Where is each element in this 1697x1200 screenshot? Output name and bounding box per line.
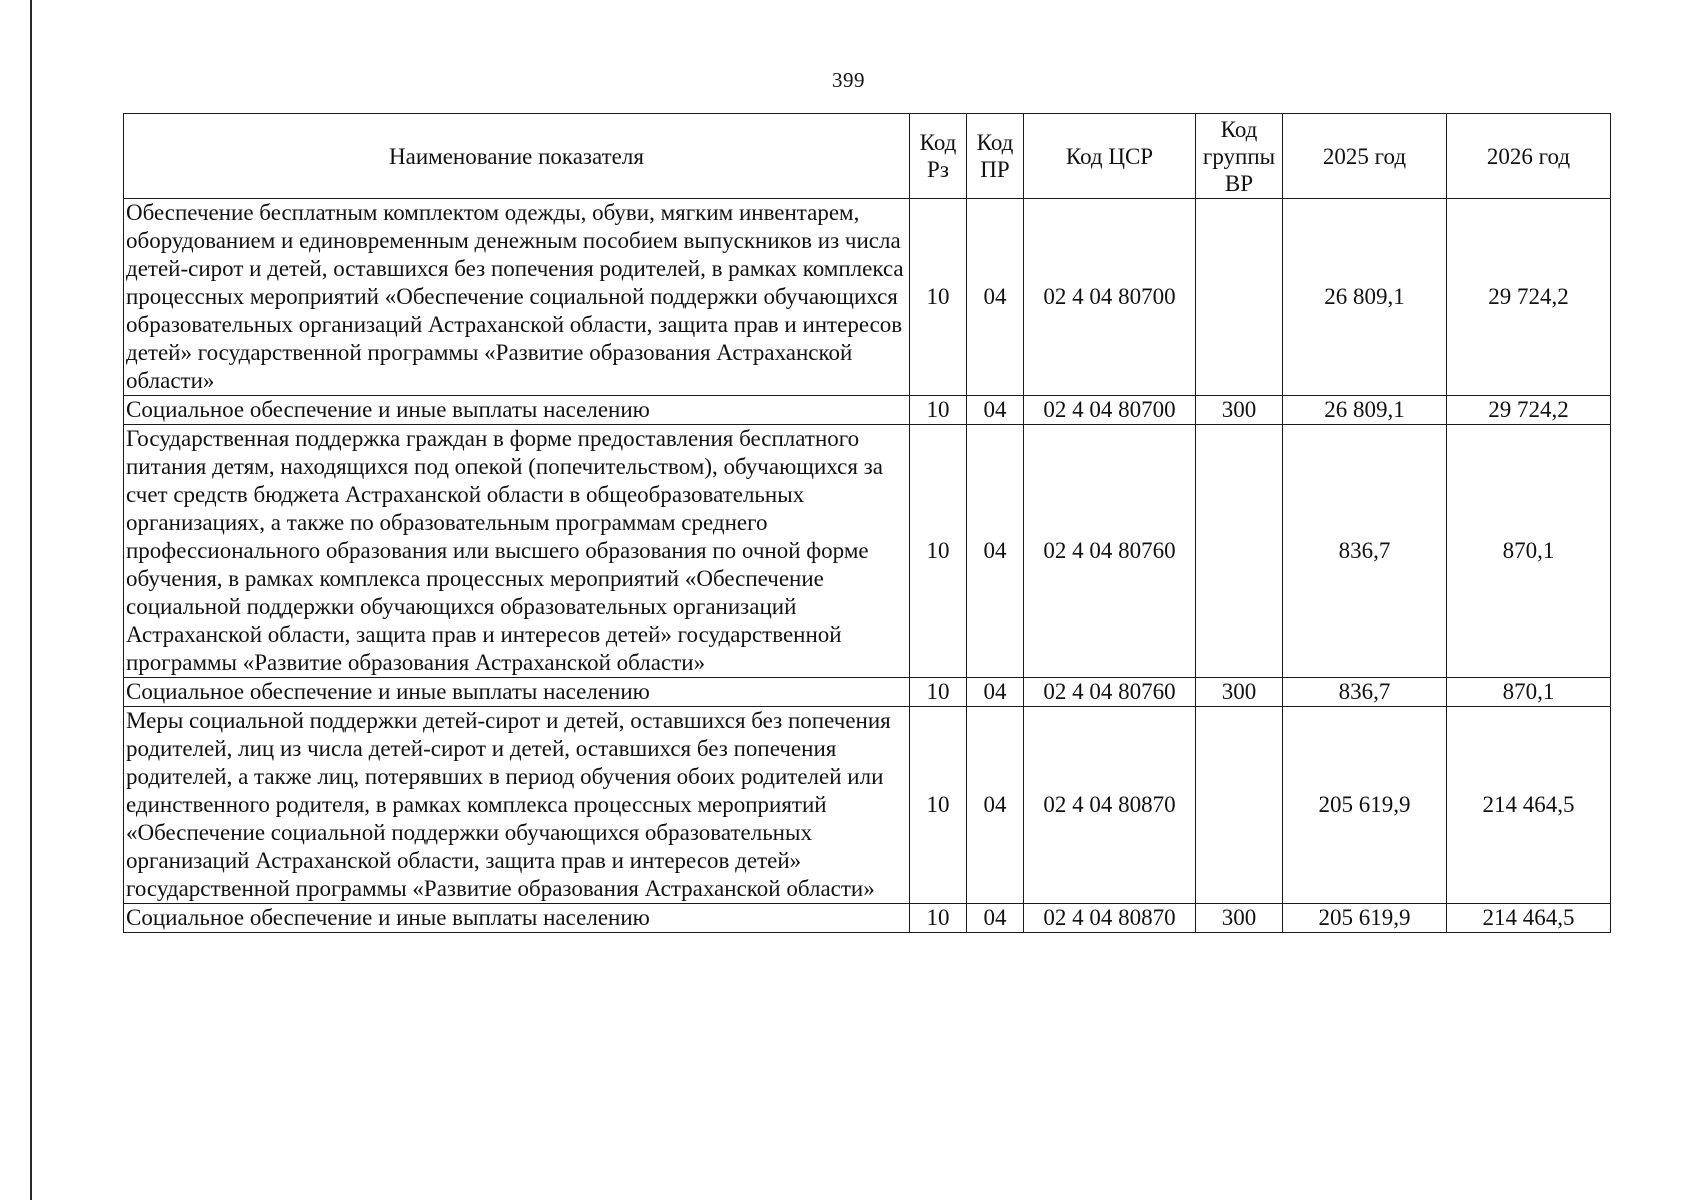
row-csr: 02 4 04 80700 <box>1024 199 1196 396</box>
row-rz: 10 <box>910 678 967 707</box>
row-2026: 870,1 <box>1447 425 1611 678</box>
row-2026: 29 724,2 <box>1447 199 1611 396</box>
row-pr: 04 <box>967 707 1024 904</box>
row-vr: 300 <box>1196 904 1283 933</box>
row-2025: 26 809,1 <box>1283 199 1447 396</box>
row-2025: 836,7 <box>1283 678 1447 707</box>
row-name: Социальное обеспечение и иные выплаты населению <box>124 904 910 933</box>
row-2025: 836,7 <box>1283 425 1447 678</box>
row-pr: 04 <box>967 396 1024 425</box>
binding-margin-line <box>30 0 32 1200</box>
table-row <box>124 678 1611 707</box>
table-row <box>124 425 1611 678</box>
row-rz: 10 <box>910 425 967 678</box>
table-header-row <box>124 114 1611 199</box>
row-csr: 02 4 04 80870 <box>1024 904 1196 933</box>
row-2025: 205 619,9 <box>1283 707 1447 904</box>
row-rz: 10 <box>910 199 967 396</box>
row-csr: 02 4 04 80700 <box>1024 396 1196 425</box>
table-row <box>124 396 1611 425</box>
row-vr <box>1196 707 1283 904</box>
row-2026: 870,1 <box>1447 678 1611 707</box>
row-name: Социальное обеспечение и иные выплаты населению <box>124 396 910 425</box>
row-csr: 02 4 04 80760 <box>1024 678 1196 707</box>
column-header-pr: Код ПР <box>967 114 1024 199</box>
row-name: Социальное обеспечение и иные выплаты населению <box>124 678 910 707</box>
column-header-vr: Код группы ВР <box>1196 114 1283 199</box>
row-pr: 04 <box>967 904 1024 933</box>
row-name: Государственная поддержка граждан в форме предоставления бесплатного питания детям, находящихся под опекой (попечительством), обучающихся за счет средств бюджета Астраханской области в общеобразовательных организациях, а также по образовательным программам среднего профессионального образования или высшего образования по очной форме обучения, в рамках комплекса процессных мероприятий «Обеспечение социальной поддержки обучающихся образовательных организаций Астраханской области, защита прав и интересов детей» государственной программы «Развитие образования Астраханской области» <box>124 425 910 678</box>
row-csr: 02 4 04 80760 <box>1024 425 1196 678</box>
table-row <box>124 707 1611 904</box>
row-rz: 10 <box>910 904 967 933</box>
row-2026: 214 464,5 <box>1447 707 1611 904</box>
row-name: Обеспечение бесплатным комплектом одежды, обуви, мягким инвентарем, оборудованием и единовременным денежным пособием выпускников из числа детей-сирот и детей, оставшихся без попечения родителей, в рамках комплекса процессных мероприятий «Обеспечение социальной поддержки обучающихся образовательных организаций Астраханской области, защита прав и интересов детей» государственной программы «Развитие образования Астраханской области» <box>124 199 910 396</box>
page-number: 399 <box>832 68 865 92</box>
row-2026: 214 464,5 <box>1447 904 1611 933</box>
table-row <box>124 199 1611 396</box>
column-header-csr: Код ЦСР <box>1024 114 1196 199</box>
row-pr: 04 <box>967 678 1024 707</box>
column-header-rz: Код Рз <box>910 114 967 199</box>
row-2026: 29 724,2 <box>1447 396 1611 425</box>
row-rz: 10 <box>910 707 967 904</box>
column-header-name: Наименование показателя <box>124 114 910 199</box>
row-vr <box>1196 199 1283 396</box>
row-2025: 26 809,1 <box>1283 396 1447 425</box>
table-row <box>124 904 1611 933</box>
column-header-2025: 2025 год <box>1283 114 1447 199</box>
row-vr: 300 <box>1196 396 1283 425</box>
column-header-2026: 2026 год <box>1447 114 1611 199</box>
row-rz: 10 <box>910 396 967 425</box>
row-vr: 300 <box>1196 678 1283 707</box>
row-pr: 04 <box>967 425 1024 678</box>
row-pr: 04 <box>967 199 1024 396</box>
row-name: Меры социальной поддержки детей-сирот и детей, оставшихся без попечения родителей, лиц из числа детей-сирот и детей, оставшихся без попечения родителей, а также лиц, потерявших в период обучения обоих родителей или единственного родителя, в рамках комплекса процессных мероприятий «Обеспечение социальной поддержки обучающихся образовательных организаций Астраханской области, защита прав и интересов детей» государственной программы «Развитие образования Астраханской области» <box>124 707 910 904</box>
budget-table <box>123 113 1611 933</box>
row-2025: 205 619,9 <box>1283 904 1447 933</box>
row-vr <box>1196 425 1283 678</box>
row-csr: 02 4 04 80870 <box>1024 707 1196 904</box>
